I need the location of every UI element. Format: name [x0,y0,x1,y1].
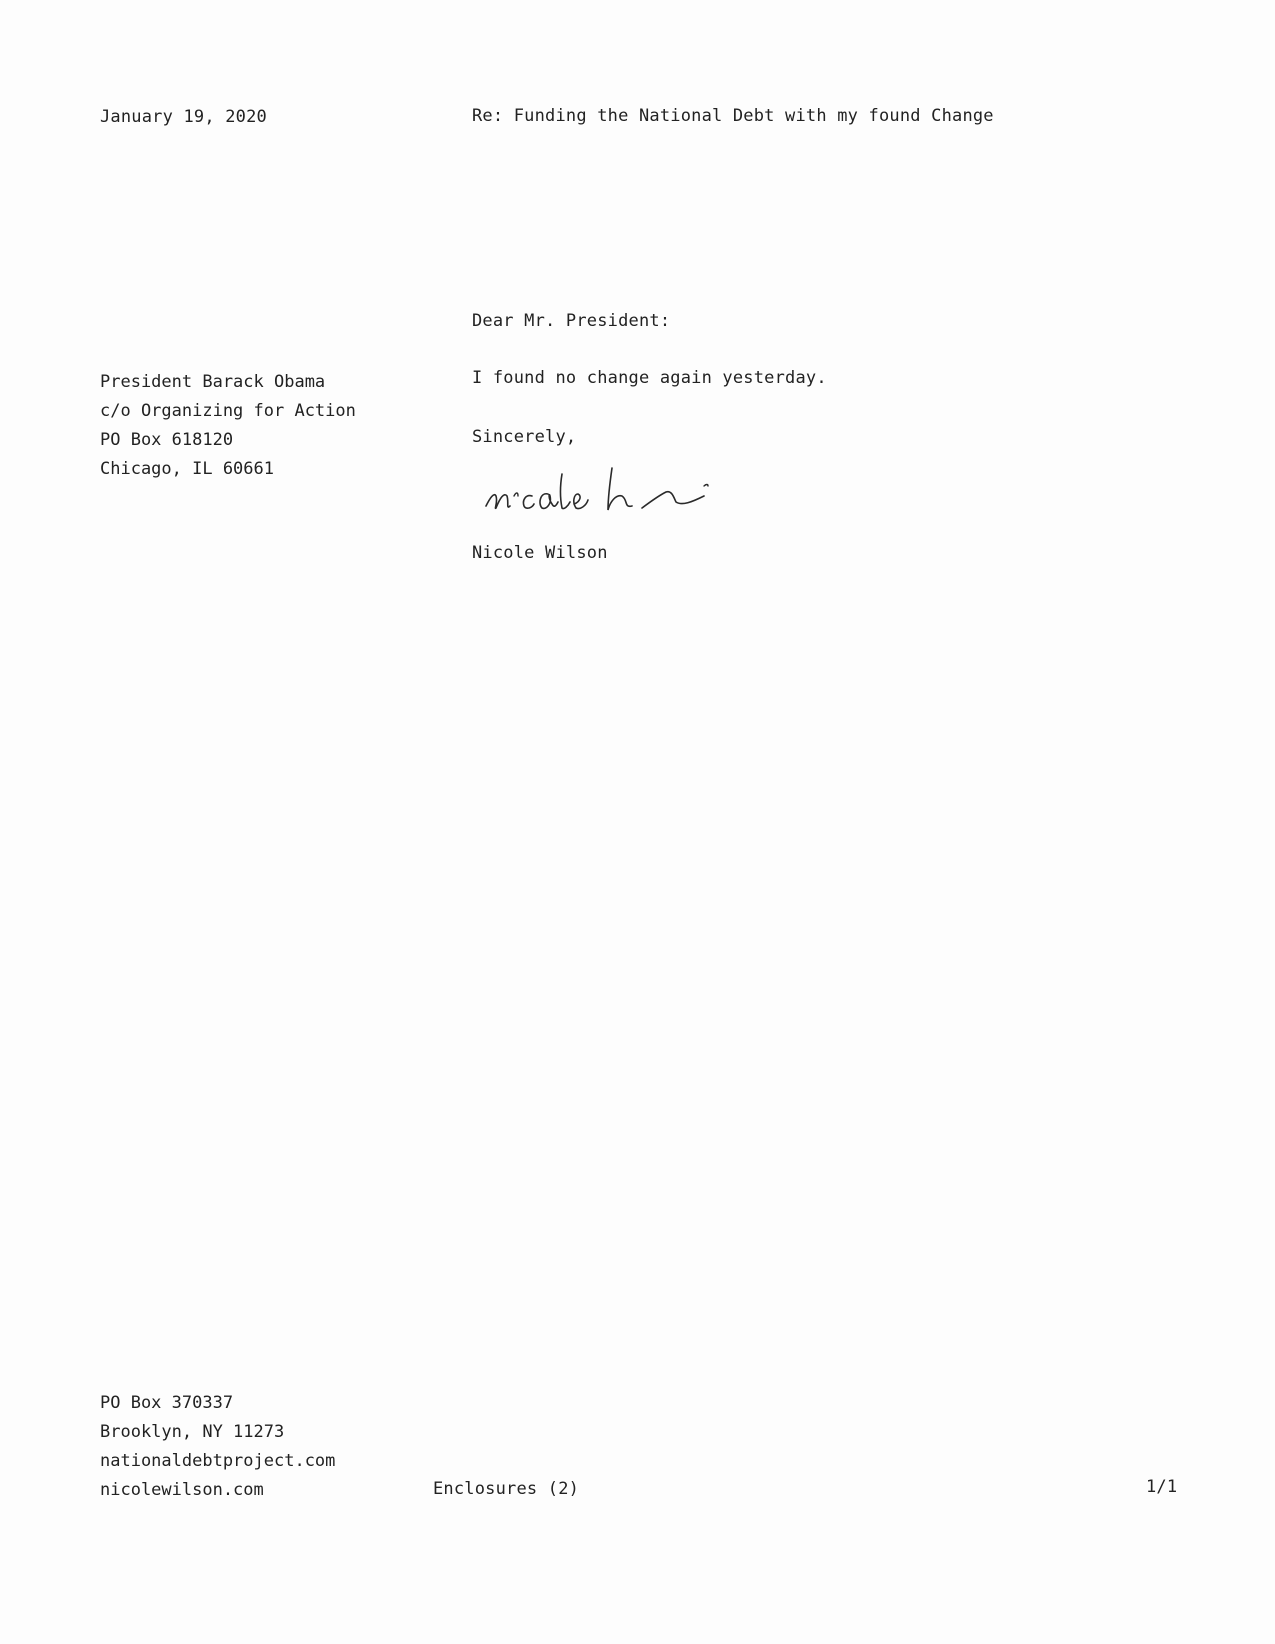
recipient-name: President Barack Obama [100,372,326,392]
letter-closing: Sincerely, [472,427,577,447]
sender-po-box: PO Box 370337 [100,1393,234,1413]
page-number: 1/1 [1146,1477,1178,1497]
letter-subject: Re: Funding the National Debt with my found Change [472,106,994,126]
signer-name: Nicole Wilson [472,543,608,563]
letter-body: I found no change again yesterday. [472,368,827,388]
handwritten-signature [482,462,732,524]
sender-address [100,1389,335,1505]
enclosures-note: Enclosures (2) [433,1479,580,1499]
sender-city: Brooklyn, NY 11273 [100,1422,285,1442]
salutation: Dear Mr. President: [472,311,671,331]
recipient-po-box: PO Box 618120 [100,430,234,450]
sender-website-project: nationaldebtproject.com [100,1451,336,1471]
sender-website-personal: nicolewilson.com [100,1480,264,1500]
letter-date: January 19, 2020 [100,107,267,127]
recipient-city: Chicago, IL 60661 [100,459,274,479]
recipient-organization: c/o Organizing for Action [100,401,356,421]
recipient-address [100,368,356,484]
